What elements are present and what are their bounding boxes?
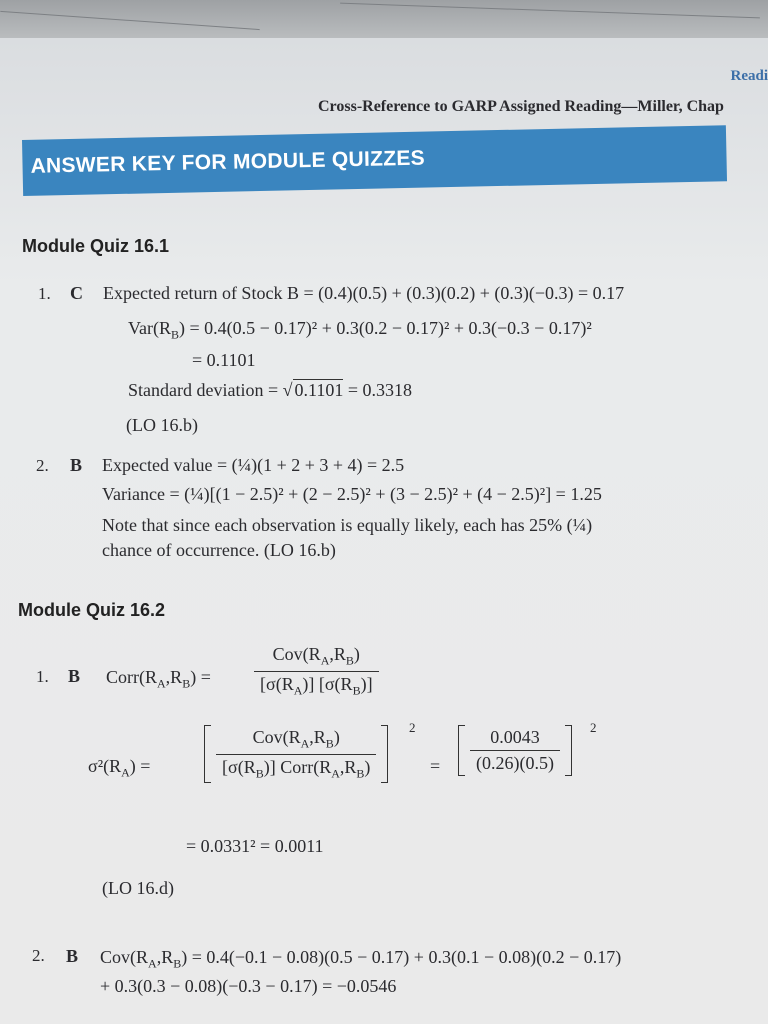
answer-letter: B — [66, 946, 79, 966]
subscript-a: A — [121, 765, 130, 780]
fraction — [470, 727, 560, 774]
question-number: 2. — [32, 946, 45, 965]
corr-equals: ) = — [190, 667, 211, 687]
fraction-denominator: $[\sigma(R_A)]$ $[\sigma(R_B)]$ — [260, 673, 373, 698]
fraction-numerator: 0.0043 — [470, 727, 560, 751]
sigma-label: [σ(R — [222, 756, 256, 777]
correlation-fraction — [254, 644, 379, 698]
quiz-title: Module Quiz 16.1 — [22, 236, 170, 256]
learning-objective: (LO 16.d) — [102, 878, 174, 898]
cov-label: Cov(R — [100, 947, 149, 967]
std-dev-result: = 0.3318 — [343, 380, 412, 400]
fraction — [254, 644, 379, 698]
subscript-a: A — [148, 956, 157, 971]
quiz-title: Module Quiz 16.2 — [18, 600, 166, 620]
exponent: 2 — [590, 720, 597, 735]
cov-label: Cov(R — [252, 727, 301, 747]
learning-objective: (LO 16.b) — [126, 415, 198, 435]
variance-prefix: Var(R — [128, 318, 171, 338]
square-bracket — [204, 725, 388, 783]
std-dev-label: Standard deviation = √ — [128, 380, 293, 400]
numeric-bracket — [458, 725, 572, 776]
equals-sign: = — [430, 756, 441, 776]
square-bracket — [458, 725, 572, 776]
variance-line: Variance = (¼)[(1 − 2.5)² + (2 − 2.5)² + (3 − 2.5)² + (4 − 2.5)²] = 1.25 — [102, 484, 602, 504]
variance-rest: ) = 0.4(0.5 − 0.17)² + 0.3(0.2 − 0.17)² + 0.3(−0.3 − 0.17)² — [179, 318, 592, 338]
std-dev-line — [128, 380, 412, 401]
subscript-b: B — [182, 676, 191, 691]
note-line: Note that since each observation is equally likely, each has 25% (¼) — [102, 515, 593, 535]
expected-value-line: Expected value = (¼)(1 + 2 + 3 + 4) = 2.5 — [102, 455, 405, 475]
corr-label: Corr(R — [106, 667, 157, 687]
subscript-a: A — [157, 676, 166, 691]
variance-subscript: B — [171, 327, 180, 342]
fraction-numerator: $Cov(R_A,R_B)$ — [216, 727, 376, 755]
cov-expression: ) = 0.4(−0.1 − 0.08)(0.5 − 0.17) + 0.3(0.1 − 0.08)(0.2 − 0.17) — [181, 947, 622, 967]
question-number: 1. — [36, 667, 49, 686]
question-number: 1. — [38, 284, 51, 303]
expected-return-line: Expected return of Stock B = (0.4)(0.5) + (0.3)(0.2) + (0.3)(−0.3) = 0.17 — [103, 283, 625, 303]
note-line: chance of occurrence. (LO 16.b) — [102, 540, 336, 560]
fraction-denominator: $[\sigma(R_B)]$ $Corr(R_A,R_B)$ — [222, 756, 371, 781]
variance-bracket — [204, 725, 388, 783]
answer-letter: C — [70, 283, 83, 303]
banner-title: ANSWER KEY FOR MODULE QUIZZES — [30, 146, 426, 178]
exponent: 2 — [409, 720, 416, 735]
correlation-lhs — [106, 667, 211, 692]
document-page — [0, 38, 768, 1024]
section-banner — [22, 125, 727, 196]
fraction — [216, 727, 376, 781]
running-header: Cross-Reference to GARP Assigned Reading—Miller, Chap — [318, 98, 724, 115]
variance-result: = 0.0331² = 0.0011 — [186, 836, 324, 856]
variance-equals: ) = — [129, 756, 151, 776]
fraction-denominator: (0.26)(0.5) — [476, 753, 554, 773]
answer-letter: B — [70, 455, 83, 475]
variance-result: = 0.1101 — [192, 350, 256, 370]
running-header-corner: Readi — [730, 68, 768, 84]
corr-comma: ,R — [165, 667, 183, 687]
variance-line — [128, 318, 592, 343]
fraction-numerator: $Cov(R_A,R_B)$ — [254, 644, 379, 672]
covariance-line — [100, 947, 621, 972]
square-root-value: 0.1101 — [294, 380, 344, 400]
answer-letter: B — [68, 666, 81, 686]
question-number: 2. — [36, 456, 49, 475]
sigma-label: [σ(R — [260, 673, 294, 694]
covariance-line: + 0.3(0.3 − 0.08)(−0.3 − 0.17) = −0.0546 — [100, 976, 397, 996]
cov-label: Cov(R — [272, 644, 321, 664]
cov-comma: ,R — [156, 947, 174, 967]
sigma-squared-label: σ²(R — [88, 756, 122, 776]
subscript-b: B — [173, 956, 182, 971]
variance-lhs — [88, 756, 150, 781]
